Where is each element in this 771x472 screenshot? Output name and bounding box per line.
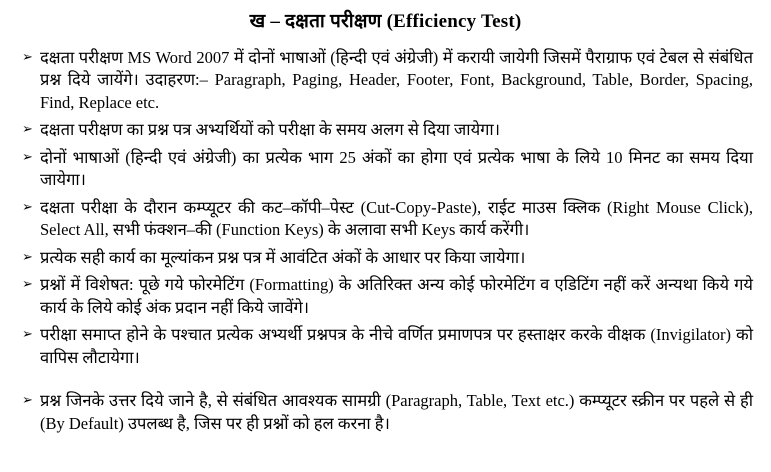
arrow-bullet-icon: ➢ (22, 122, 33, 138)
list-item (14, 274, 757, 319)
arrow-bullet-icon: ➢ (22, 249, 33, 265)
list-item (14, 197, 757, 242)
list-item (14, 47, 757, 115)
list-item-text: प्रश्नों में विशेषत: पूछे गये फोरमेटिंग (Formatting) के अतिरिक्त अन्य कोई फोरमेटिंग व एडिटिंग नहीं करें अन्यथा किये गये कार्य के लिये कोई अंक प्रदान नहीं किये जावेंगे। (40, 275, 753, 317)
instructions-list (14, 47, 757, 370)
list-item (14, 147, 757, 192)
list-item (14, 324, 757, 369)
final-instructions-list (14, 390, 757, 435)
list-item-text: दोनों भाषाओं (हिन्दी एवं अंग्रेजी) का प्रत्येक भाग 25 अंकों का होगा एवं प्रत्येक भाषा के लिये 10 मिनट का समय दिया जायेगा। (40, 147, 753, 190)
arrow-bullet-icon: ➢ (22, 393, 33, 409)
list-item-text: दक्षता परीक्षण MS Word 2007 में दोनों भाषाओं (हिन्दी एवं अंग्रेजी) में करायी जायेगी जिसमें पैराग्राफ एवं टेबल से संबंधित प्रश्न दिये जायेंगे। उदाहरण:– Paragraph, Paging, Header, Footer, Font, Background, Table, Border, Spacing, Find, Replace etc. (40, 47, 753, 112)
section-spacer (14, 374, 757, 390)
arrow-bullet-icon: ➢ (22, 199, 33, 215)
arrow-bullet-icon: ➢ (22, 49, 33, 65)
list-item (14, 390, 757, 435)
list-item-text: दक्षता परीक्षा के दौरान कम्प्यूटर की कट–कॉपी–पेस्ट (Cut-Copy-Paste), राईट माउस क्लिक (Right Mouse Click), Select All, सभी फंक्शन–की (Function Keys) के अलावा सभी Keys कार्य करेंगी। (40, 197, 753, 240)
page-title: ख – दक्षता परीक्षण (Efficiency Test) (249, 11, 522, 32)
arrow-bullet-icon: ➢ (22, 149, 33, 165)
list-item (14, 119, 757, 142)
list-item-text: परीक्षा समाप्त होने के पश्चात प्रत्येक अभ्यर्थी प्रश्नपत्र के नीचे वर्णित प्रमाणपत्र पर हस्ताक्षर करके वीक्षक (Invigilator) को वापिस लौटायेगा। (40, 325, 753, 367)
list-item-text: प्रश्न जिनके उत्तर दिये जाने है, से संबंधित आवश्यक सामग्री (Paragraph, Table, Text etc.) कम्प्यूटर स्क्रीन पर पहले से ही (By Default) उपलब्ध है, जिस पर ही प्रश्नों को हल करना है। (40, 391, 753, 433)
arrow-bullet-icon: ➢ (22, 277, 33, 293)
arrow-bullet-icon: ➢ (22, 327, 33, 343)
list-item-text: प्रत्येक सही कार्य का मूल्यांकन प्रश्न पत्र में आवंटित अंकों के आधार पर किया जायेगा। (40, 247, 526, 267)
list-item-text: दक्षता परीक्षण का प्रश्न पत्र अभ्यर्थियों को परीक्षा के समय अलग से दिया जायेगा। (40, 120, 500, 140)
list-item (14, 247, 757, 270)
